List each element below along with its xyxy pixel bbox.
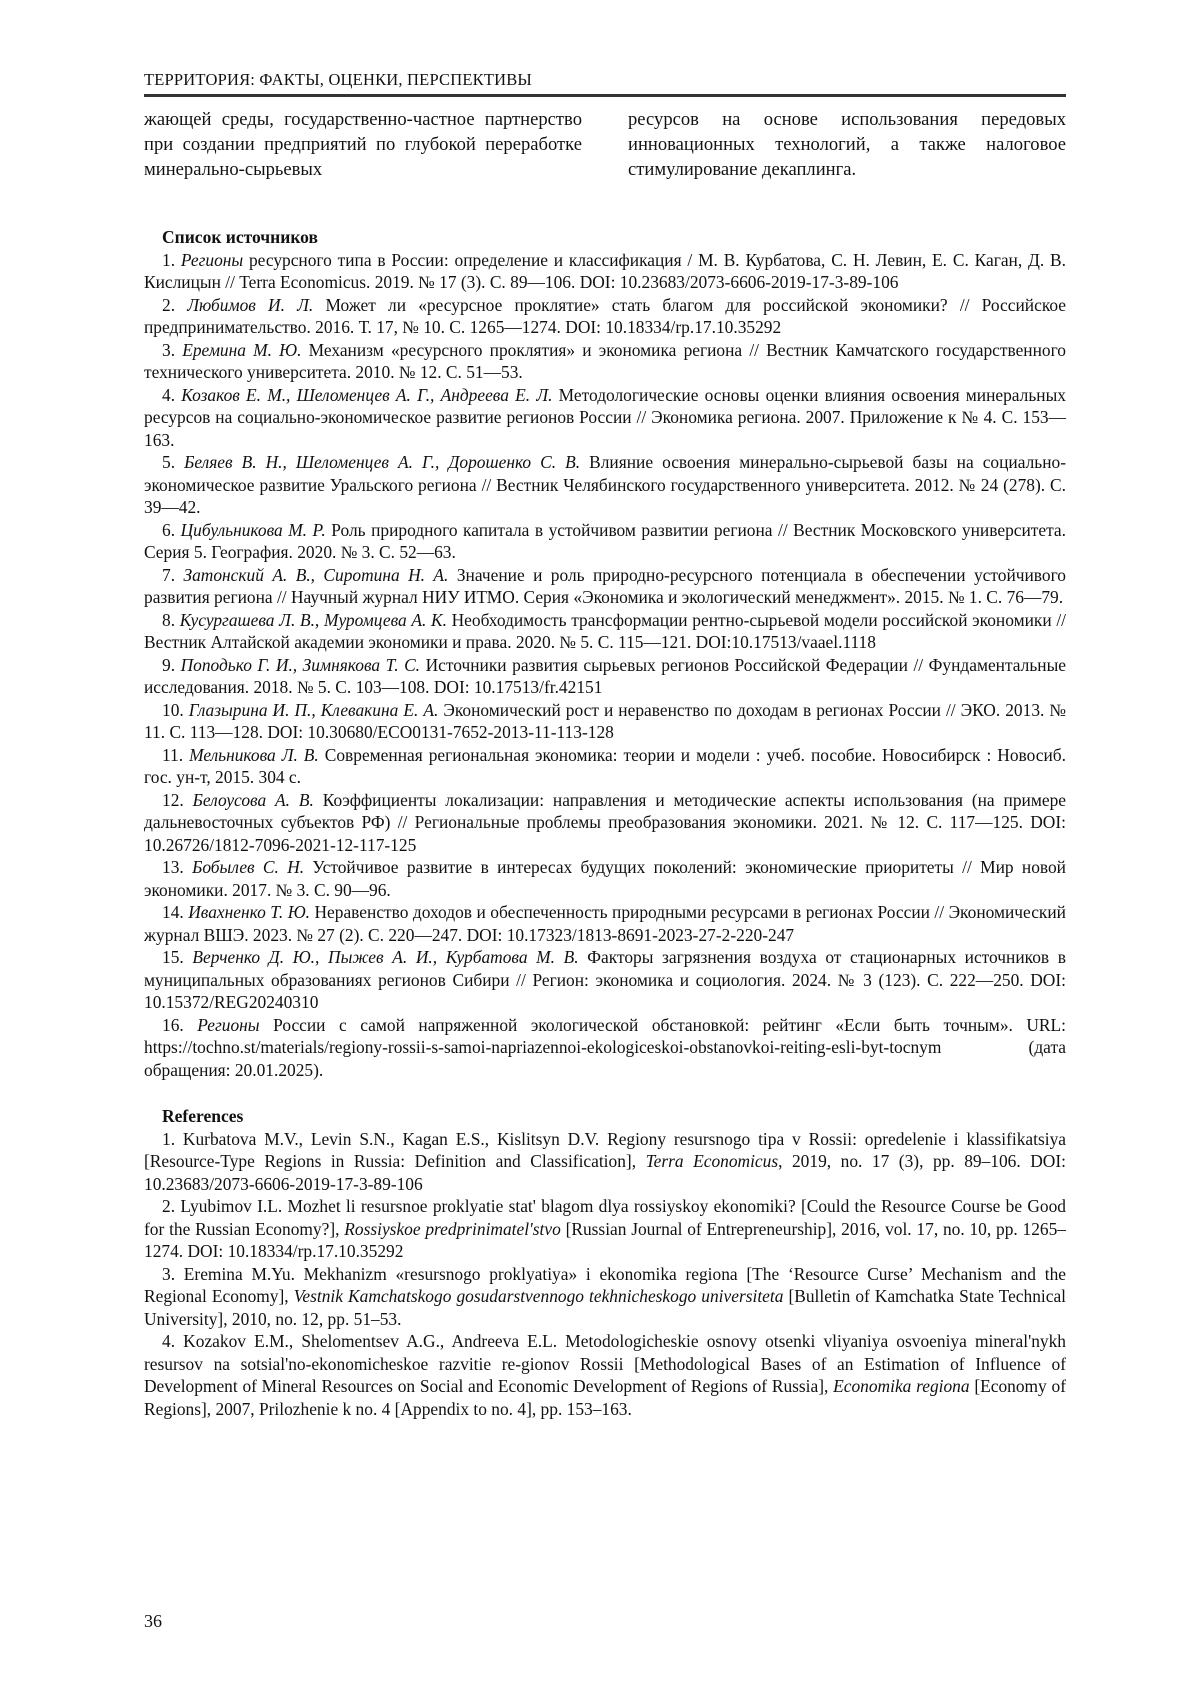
sources-list — [144, 249, 1066, 1082]
source-item — [144, 384, 1066, 452]
source-text: Экономический рост и неравенство по доходам в регионах России // ЭКО. 2013. № 11. С. 113—128. DOI: 10.30680/ECO0131-7652-2013-11-113-128 — [144, 699, 1066, 742]
source-text: Методологические основы оценки влияния освоения минеральных ресурсов на социально-экономическое развитие регионов России // Экономика региона. 2007. Приложение к № 4. С. 153—163. — [144, 384, 1066, 450]
source-item — [144, 519, 1066, 564]
source-item — [144, 901, 1066, 946]
source-author: Ивахненко Т. Ю. — [188, 902, 310, 922]
source-item — [144, 564, 1066, 609]
source-number: 3. — [162, 339, 176, 360]
source-author: Затонский А. В., Сиротина Н. А. — [183, 564, 449, 585]
source-number: 8. — [162, 609, 176, 630]
source-item — [144, 699, 1066, 744]
source-number: 1. — [162, 249, 176, 270]
reference-item — [144, 1128, 1066, 1196]
source-text: Современная региональная экономика: теории и модели : учеб. пособие. Новосибирск : Новосиб. гос. ун-т, 2015. 304 с. — [144, 744, 1066, 787]
source-number: 9. — [162, 654, 176, 675]
reference-text: Kozakov E.M., Shelomentsev A.G., Andreeva E.L. Metodologicheskie osnovy otsenki vliyaniya osvoeniya mineral'nykh resursov na sotsial'no-ekonomicheskoe razvitie re-gionov Rossii [Methodological Bases of an Estimation of Influence of Development of Mineral Resources on Social and Economic Development of Regions of Russia], — [144, 1331, 1066, 1396]
reference-journal: Economika regiona — [833, 1376, 970, 1396]
references-list — [144, 1128, 1066, 1421]
reference-text: Kurbatova M.V., Levin S.N., Kagan E.S., Kislitsyn D.V. Regiony resursnogo tipa v Rossii: opredelenie i klassifikatsiya [Resource-Type Regions in Russia: Definition and Classification], — [144, 1128, 1066, 1171]
source-text: Механизм «ресурсного проклятия» и экономика региона // Вестник Камчатского государственного технического университета. 2010. № 12. С. 51—53. — [144, 339, 1066, 382]
source-number: 5. — [162, 452, 176, 472]
reference-text-tail: [Economy of Regions], 2007, Prilozhenie k no. 4 [Appendix to no. 4], pp. 153–163. — [144, 1376, 1066, 1419]
source-item — [144, 609, 1066, 654]
source-text: Необходимость трансформации рентно-сырьевой модели российской экономики // Вестник Алтайской академии экономики и права. 2020. № 5. С. 115—121. DOI:10.17513/vaael.1118 — [144, 609, 1066, 652]
source-text: Факторы загрязнения воздуха от стационарных источников в муниципальных образованиях регионов Сибири // Регион: экономика и социология. 2024. № 3 (123). С. 222—250. DOI: 10.15372/REG20240310 — [144, 947, 1066, 1012]
source-author: Регионы — [197, 1014, 260, 1035]
source-text: Устойчивое развитие в интересах будущих поколений: экономические приоритеты // Мир новой экономики. 2017. № 3. С. 90—96. — [144, 857, 1066, 900]
source-text: Значение и роль природно-ресурсного потенциала в обеспечении устойчивого развития региона // Научный журнал НИУ ИТМО. Серия «Экономика и экологический менеджмент». 2015. № 1. С. 76—79. — [144, 564, 1066, 607]
source-item — [144, 856, 1066, 901]
source-text: Неравенство доходов и обеспеченность природными ресурсами в регионах России // Экономический журнал ВШЭ. 2023. № 27 (2). С. 220—247. DOI: 10.17323/1813-8691-2023-27-2-220-247 — [144, 902, 1066, 945]
source-item — [144, 789, 1066, 857]
intro-right-column: ресурсов на основе использования передовых инновационных технологий, а также налоговое стимулирование декаплинга. — [628, 109, 1066, 180]
source-author: Верченко Д. Ю., Пыжев А. И., Курбатова М. В. — [192, 947, 579, 967]
source-number: 6. — [162, 519, 176, 540]
source-author: Кусургашева Л. В., Муромцева А. К. — [179, 609, 447, 630]
source-number: 12. — [162, 789, 184, 810]
source-number: 10. — [162, 699, 184, 720]
source-item — [144, 744, 1066, 789]
reference-text-tail: [Russian Journal of Entrepreneurship], 2016, vol. 17, no. 10, pp. 1265–1274. DOI: 10.18334/rp.17.10.35292 — [144, 1218, 1067, 1261]
running-header: ТЕРРИТОРИЯ: ФАКТЫ, ОЦЕНКИ, ПЕРСПЕКТИВЫ — [144, 70, 1066, 97]
reference-item — [144, 1330, 1066, 1420]
reference-text: Lyubimov I.L. Mozhet li resursnoe proklyatie stat' blagom dlya rossiyskoy ekonomiki? [Could the Resource Course be Good for the Russian Economy?], — [144, 1196, 1066, 1239]
source-author: Козаков Е. М., Шеломенцев А. Г., Андреева Е. Л. — [181, 384, 553, 405]
source-number: 14. — [162, 902, 184, 922]
reference-number: 1. — [162, 1128, 176, 1149]
page — [144, 70, 1066, 1420]
source-text: Коэффициенты локализации: направления и методические аспекты использования (на примере дальневосточных субъектов РФ) // Региональные проблемы преобразования экономики. 2021. № 12. С. 117—125. DOI: 10.26726/1812-7096-2021-12-117-125 — [144, 789, 1066, 855]
reference-number: 4. — [162, 1331, 176, 1351]
source-text: России с самой напряженной экологической обстановкой: рейтинг «Если быть точным». URL: https://tochno.st/materials/regiony-rossii-s-samoi-napriazennoi-ekologiceskoi-obstanovkoi-reiting-esli-byt-tocnym (дата обращения: 20.01.2025). — [144, 1014, 1066, 1080]
source-author: Цибульникова М. Р. — [180, 519, 326, 540]
source-number: 11. — [162, 744, 184, 765]
source-number: 16. — [162, 1014, 184, 1035]
source-author: Мельникова Л. В. — [189, 744, 319, 765]
reference-item — [144, 1263, 1066, 1331]
reference-text-tail: [Bulletin of Kamchatka State Technical University], 2010, no. 12, pp. 51–53. — [144, 1286, 1067, 1329]
source-number: 13. — [162, 857, 184, 877]
source-author: Поподько Г. И., Зимнякова Т. С. — [180, 654, 421, 675]
reference-item — [144, 1195, 1066, 1263]
source-item — [144, 1014, 1066, 1082]
reference-text-tail: , 2019, no. 17 (3), pp. 89–106. DOI: 10.23683/2073-6606-2019-17-3-89-106 — [144, 1151, 1066, 1194]
reference-journal: Vestnik Kamchatskogo gosudarstvennogo tekhnicheskogo universiteta — [293, 1286, 784, 1306]
source-text: Может ли «ресурсное проклятие» стать благом для российской экономики? // Российское предпринимательство. 2016. Т. 17, № 10. С. 1265—1274. DOI: 10.18334/rp.17.10.35292 — [144, 294, 1067, 337]
source-author: Беляев В. Н., Шеломенцев А. Г., Дорошенко С. В. — [184, 452, 581, 472]
source-number: 15. — [162, 947, 184, 967]
sources-title: Список источников — [162, 227, 318, 247]
page-number: 36 — [144, 1611, 162, 1631]
source-author: Бобылев С. Н. — [192, 857, 305, 877]
reference-number: 2. — [162, 1196, 176, 1216]
source-author: Любимов И. Л. — [187, 294, 314, 315]
source-author: Белоусова А. В. — [192, 789, 314, 810]
source-item — [144, 946, 1066, 1014]
source-number: 4. — [162, 384, 176, 405]
reference-number: 3. — [162, 1263, 176, 1284]
source-item — [144, 249, 1066, 294]
reference-journal: Terra Economicus — [645, 1151, 779, 1171]
source-author: Еремина М. Ю. — [182, 339, 302, 360]
reference-journal: Rossiyskoe predprinimatel'stvo — [344, 1218, 561, 1239]
source-number: 7. — [162, 564, 176, 585]
source-item — [144, 451, 1066, 519]
references-title: References — [162, 1106, 244, 1126]
source-item — [144, 654, 1066, 699]
intro-columns — [144, 107, 1066, 182]
source-text: ресурсного типа в России: определение и классификация / М. В. Курбатова, С. Н. Левин, Е. С. Каган, Д. В. Кислицын // Terra Economicus. 2019. № 17 (3). С. 89—106. DOI: 10.23683/2073-6606-2019-17-3-89-106 — [144, 249, 1066, 292]
reference-text: Eremina M.Yu. Mekhanizm «resursnogo proklyatiya» i ekonomika regiona [The ‘Resource Curse’ Mechanism and the Regional Economy], — [144, 1263, 1066, 1306]
source-author: Глазырина И. П., Клевакина Е. А. — [188, 699, 439, 720]
source-item — [144, 294, 1066, 339]
source-text: Источники развития сырьевых регионов Российской Федерации // Фундаментальные исследования. 2018. № 5. С. 103—108. DOI: 10.17513/fr.42151 — [144, 654, 1066, 697]
source-item — [144, 339, 1066, 384]
source-number: 2. — [162, 294, 176, 315]
source-text: Влияние освоения минерально-сырьевой базы на социально-экономическое развитие Уральского региона // Вестник Челябинского государственного университета. 2012. № 24 (278). С. 39—42. — [144, 452, 1066, 517]
source-text: Роль природного капитала в устойчивом развитии региона // Вестник Московского университета. Серия 5. География. 2020. № 3. С. 52—63. — [144, 519, 1066, 562]
source-author: Регионы — [180, 249, 244, 270]
intro-left-column: жающей среды, государственно-частное партнерство при создании предприятий по глубокой переработке минерально-сырьевых — [144, 109, 582, 180]
